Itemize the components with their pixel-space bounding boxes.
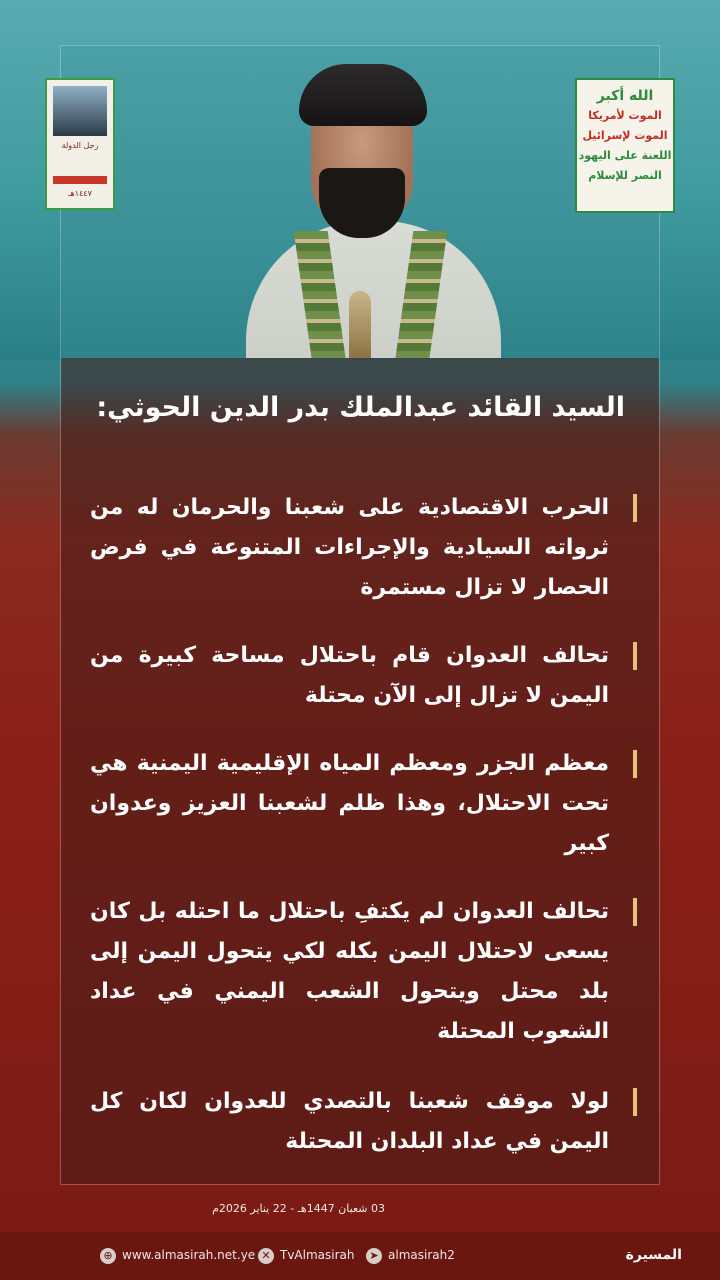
footer-telegram[interactable] xyxy=(366,1244,455,1266)
telegram-text: almasirah2 xyxy=(388,1248,455,1262)
speaker-robe xyxy=(246,221,501,358)
speaker-photo xyxy=(61,46,659,358)
statement-bullet xyxy=(633,494,637,522)
globe-icon: ⊕ xyxy=(100,1248,116,1264)
statement-item xyxy=(90,636,635,716)
statement-bullet xyxy=(633,750,637,778)
footer-x-account[interactable] xyxy=(258,1244,355,1266)
statement-item xyxy=(90,744,635,864)
x-handle-text: TvAlmasirah xyxy=(280,1248,355,1262)
x-icon: ✕ xyxy=(258,1248,274,1264)
poster-left-year: ١٤٤٧هـ xyxy=(68,189,92,198)
slogan-line-3: الموت لإسرائيل xyxy=(582,129,668,142)
publish-date: 03 شعبان 1447هـ - 22 يناير 2026م xyxy=(212,1202,385,1215)
statement-text: تحالف العدوان لم يكتفِ باحتلال ما احتله بل كان يسعى لاحتلال اليمن بكله لكي يتحول اليمن إلى بلد محتل ويتحول الشعب اليمني في عداد الشعوب المحتلة xyxy=(90,899,609,1044)
poster-left xyxy=(45,78,115,210)
footer-website[interactable] xyxy=(100,1244,255,1266)
statement-text: تحالف العدوان قام باحتلال مساحة كبيرة من اليمن لا تزال إلى الآن محتلة xyxy=(90,643,609,708)
statement-bullet xyxy=(633,1088,637,1116)
website-text: www.almasirah.net.ye xyxy=(122,1248,256,1262)
poster-left-caption: رجل الدولة xyxy=(61,141,99,150)
slogan-line-1: الله أكبر xyxy=(596,88,654,104)
statement-text: لولا موقف شعبنا بالتصدي للعدوان لكان كل اليمن في عداد البلدان المحتلة xyxy=(90,1089,609,1154)
statement-text: الحرب الاقتصادية على شعبنا والحرمان له من ثرواته السيادية والإجراءات المتنوعة في فرض الحصار لا تزال مستمرة xyxy=(90,495,609,600)
statement-item xyxy=(90,1082,635,1162)
poster-left-band xyxy=(53,176,107,184)
statement-text: معظم الجزر ومعظم المياه الإقليمية اليمنية هي تحت الاحتلال، وهذا ظلم لشعبنا العزيز وعدوان كبير xyxy=(90,751,609,856)
statement-item xyxy=(90,488,635,608)
poster-portrait xyxy=(53,86,107,136)
slogan-poster xyxy=(575,78,675,213)
dagger-icon xyxy=(349,291,371,358)
telegram-icon: ➤ xyxy=(366,1248,382,1264)
statement-item xyxy=(90,892,635,1052)
slogan-line-4: اللعنة على اليهود xyxy=(578,149,672,162)
slogan-line-5: النصر للإسلام xyxy=(588,169,662,182)
statement-bullet xyxy=(633,642,637,670)
speaker-turban xyxy=(299,64,427,126)
headline: السيد القائد عبدالملك بدر الدين الحوثي: xyxy=(96,392,625,423)
statement-bullet xyxy=(633,898,637,926)
brand-logo: المسيرة xyxy=(625,1247,682,1263)
slogan-line-2: الموت لأمريكا xyxy=(588,109,662,122)
